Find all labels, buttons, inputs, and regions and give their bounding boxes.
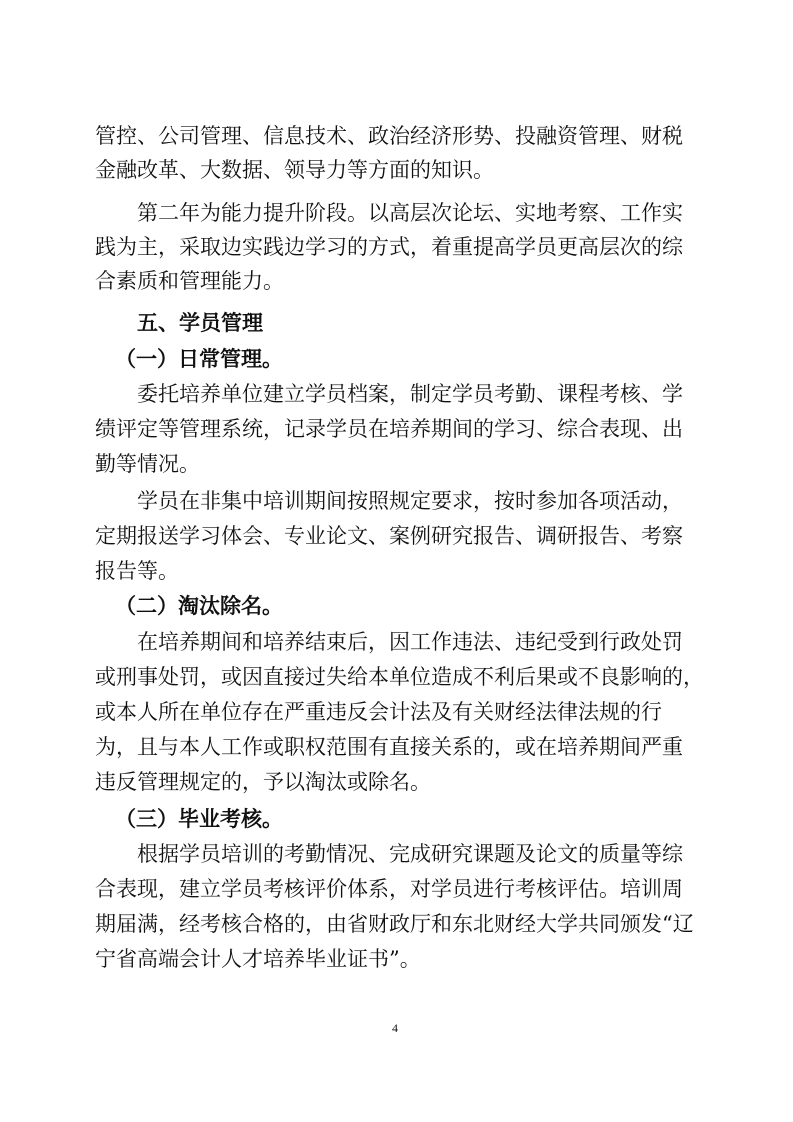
page-number: 4 <box>392 1021 398 1035</box>
subsection-heading: （三）毕业考核。 <box>115 807 283 831</box>
paragraph-line: 委托培养单位建立学员档案，制定学员考勤、课程考核、学 <box>137 382 683 406</box>
paragraph-line: 或刑事处罚，或因直接过失给本单位造成不利后果或不良影响的， <box>95 665 704 689</box>
paragraph-line: 勤等情况。 <box>95 452 200 476</box>
paragraph-line: 或本人所在单位存在严重违反会计法及有关财经法律法规的行 <box>95 700 662 724</box>
paragraph-line: 管控、公司管理、信息技术、政治经济形势、投融资管理、财税 <box>95 124 683 148</box>
paragraph-line: 绩评定等管理系统，记录学员在培养期间的学习、综合表现、出 <box>95 417 683 441</box>
paragraph-line: 第二年为能力提升阶段。以高层次论坛、实地考察、工作实 <box>137 201 683 225</box>
paragraph-line: 学员在非集中培训期间按照规定要求，按时参加各项活动， <box>137 489 683 513</box>
paragraph-line: 在培养期间和培养结束后，因工作违法、违纪受到行政处罚 <box>137 630 683 654</box>
paragraph-line: 为，且与本人工作或职权范围有直接关系的，或在培养期间严重 <box>95 735 683 759</box>
paragraph-line: 定期报送学习体会、专业论文、案例研究报告、调研报告、考察 <box>95 524 683 548</box>
paragraph-line: 违反管理规定的，予以淘汰或除名。 <box>95 770 431 794</box>
subsection-heading: （一）日常管理。 <box>115 347 283 371</box>
paragraph-line: 宁省高端会计人才培养毕业证书”。 <box>95 947 421 971</box>
paragraph-line: 践为主，采取边实践边学习的方式，着重提高学员更高层次的综 <box>95 235 683 259</box>
section-heading: 五、学员管理 <box>137 311 263 335</box>
paragraph-line: 根据学员培训的考勤情况、完成研究课题及论文的质量等综 <box>137 842 683 866</box>
subsection-heading: （二）淘汰除名。 <box>115 594 283 618</box>
paragraph-line: 金融改革、大数据、领导力等方面的知识。 <box>95 158 494 182</box>
paragraph-line: 合表现，建立学员考核评价体系，对学员进行考核评估。培训周 <box>95 877 683 901</box>
paragraph-line: 期届满，经考核合格的，由省财政厅和东北财经大学共同颁发“辽 <box>95 912 694 936</box>
paragraph-line: 合素质和管理能力。 <box>95 269 284 293</box>
paragraph-line: 报告等。 <box>95 559 179 583</box>
